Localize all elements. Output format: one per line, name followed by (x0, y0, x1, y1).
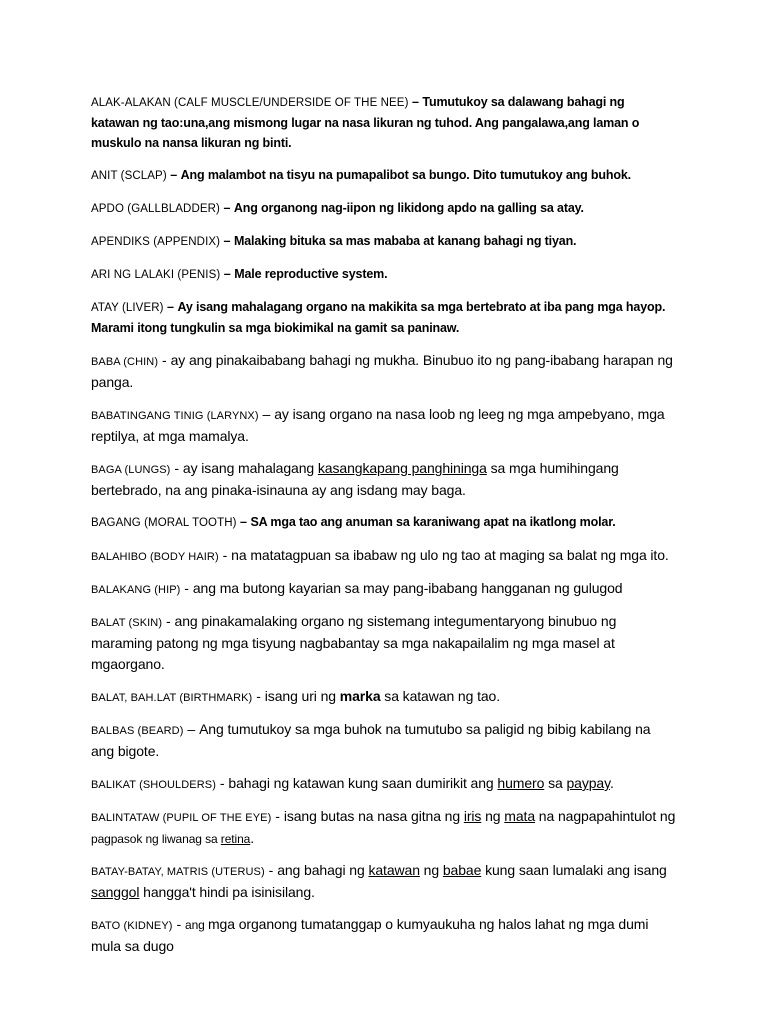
entry-definition: ay isang organo na nasa loob ng leeg ng mga ampebyano, mga reptilya, at mga mamalya. (91, 406, 665, 444)
entry-separator: - (172, 916, 186, 932)
entry-babatingang-tinig (91, 404, 676, 447)
entry-term: BALINTATAW (PUPIL OF THE EYE) (91, 812, 272, 824)
definition-link-humero[interactable]: humero (497, 775, 545, 791)
definition-link[interactable]: kasangkapang panghininga (317, 460, 487, 476)
entry-definition: Ang malambot na tisyu na pumapalibot sa bungo. Dito tumutukoy ang buhok. (180, 168, 631, 182)
entry-definition-part: bahagi ng katawan kung saan dumirikit ang (228, 775, 498, 791)
entry-definition-part: ang bahagi ng (277, 862, 369, 878)
entry-term: BAGANG (MORAL TOOTH) (91, 517, 237, 529)
definition-link-katawan[interactable]: katawan (368, 862, 420, 878)
entry-balakang (91, 578, 676, 600)
entry-definition-part: sa mga humihingang bertebrado, na ang pinaka-isinauna ay ang isdang may baga. (91, 460, 619, 498)
entry-separator: - (218, 547, 232, 563)
entry-definition-part: na nagpapahintulot ng (535, 808, 676, 824)
entry-definition: Malaking bituka sa mas mababa at kanang bahagi ng tiyan. (233, 234, 577, 248)
entry-definition: mga organong tumatanggap o kumyaukuha ng halos lahat ng mga dumi mula sa dugo (91, 916, 649, 954)
entry-separator: - (264, 862, 278, 878)
entry-definition: Ay isang mahalagang organo na makikita sa mga bertebrato at iba pang mga hayop. Marami itong tungkulin sa mga biokimikal na gamit sa paninaw. (91, 300, 666, 335)
entry-definition-part: ay isang mahalagang (182, 460, 318, 476)
entry-definition-part: kung saan lumalaki ang isang (481, 862, 667, 878)
entry-alak-alakan (91, 92, 676, 153)
entry-bato (91, 914, 676, 957)
entry-term: BALAT, BAH.LAT (BIRTHMARK) (91, 692, 253, 704)
entry-separator: - (170, 460, 183, 476)
entry-apendiks (91, 231, 676, 252)
entry-definition: ay ang pinakaibabang bahagi ng mukha. Binubuo ito ng pang-ibabang harapan ng panga. (91, 352, 673, 390)
entry-definition: ang ma butong kayarian sa may pang-ibabang hangganan ng gulugod (192, 580, 623, 596)
entry-definition-part: ng (481, 808, 505, 824)
entry-definition: SA mga tao ang anuman sa karaniwang apat na ikatlong molar. (250, 515, 616, 529)
entry-separator: - (252, 688, 265, 704)
entry-definition-part: . (250, 830, 255, 846)
definition-link-babae[interactable]: babae (442, 862, 482, 878)
entry-definition: Ang organong nag-iipon ng likidong apdo na galling sa atay. (233, 201, 584, 215)
entry-balahibo (91, 545, 676, 567)
entry-term: APENDIKS (APPENDIX) (91, 236, 221, 248)
entry-definition-part: isang butas na nasa gitna ng (283, 808, 464, 824)
entry-definition-part: sa (544, 775, 567, 791)
entry-term: ATAY (LIVER) (91, 302, 164, 314)
entry-definition-part: isang uri ng (264, 688, 340, 704)
entry-separator: - (162, 613, 175, 629)
entry-term: BABATINGANG TINIG (LARYNX) (91, 410, 259, 422)
entry-term: BATAY-BATAY, MATRIS (UTERUS) (91, 866, 265, 878)
entry-separator: - (158, 352, 171, 368)
entry-atay (91, 297, 676, 338)
definition-link-mata[interactable]: mata (504, 808, 536, 824)
entry-term: BAGA (LUNGS) (91, 464, 171, 476)
entry-definition: ang pinakamalaking organo ng sistemang integumentaryong binubuo ng maraming patong ng mga tisyung nagbabantay sa mga nakapailalim ng mga masel at mgaorgano. (91, 613, 617, 672)
entry-definition-part: sa katawan ng tao. (380, 688, 501, 704)
definition-bold-word: marka (339, 688, 381, 704)
entry-apdo (91, 198, 676, 219)
entry-term: ARI NG LALAKI (PENIS) (91, 269, 221, 281)
definition-link-paypay[interactable]: paypay (566, 775, 610, 791)
entry-separator: – (408, 95, 423, 109)
entry-separator: - (271, 808, 284, 824)
definition-link-iris[interactable]: iris (463, 808, 482, 824)
entry-definition: Male reproductive system. (234, 267, 388, 281)
entry-term: BABA (CHIN) (91, 356, 159, 368)
entry-term: APDO (GALLBLADDER) (91, 203, 220, 215)
entry-term: ALAK-ALAKAN (CALF MUSCLE/UNDERSIDE OF THE NEE) (91, 97, 409, 109)
entry-definition-part: hangga't hindi pa isinisilang. (139, 884, 315, 900)
definition-link-sanggol[interactable]: sanggol (91, 884, 140, 900)
entry-batay-batay (91, 860, 676, 903)
entry-separator: – (220, 234, 234, 248)
entry-balintataw (91, 806, 676, 849)
entry-definition-part: . (609, 775, 614, 791)
entry-baga (91, 458, 676, 501)
entry-definition-part: ng (419, 862, 443, 878)
entry-baba (91, 350, 676, 393)
entry-separator: – (258, 406, 275, 422)
entry-anit (91, 165, 676, 186)
entry-term: BALAT (SKIN) (91, 617, 163, 629)
entry-separator: – (236, 515, 251, 529)
entry-separator: - (180, 580, 193, 596)
entry-balat-birthmark (91, 686, 676, 708)
entry-definition-part: ang (185, 918, 208, 932)
entry-balikat (91, 773, 676, 795)
entry-separator: – (163, 300, 178, 314)
entry-definition: Ang tumutukoy sa mga buhok na tumutubo sa paligid ng bibig kabilang na ang bigote. (91, 721, 651, 759)
entry-balat-skin (91, 611, 676, 675)
entry-balbas (91, 719, 676, 762)
entry-ari-ng-lalaki (91, 264, 676, 285)
entry-bagang (91, 512, 676, 533)
entry-separator: – (220, 267, 235, 281)
entry-term: BALBAS (BEARD) (91, 725, 184, 737)
entry-separator: – (219, 201, 234, 215)
entry-term: BALIKAT (SHOULDERS) (91, 779, 216, 791)
entry-separator: – (166, 168, 181, 182)
entry-separator: - (215, 775, 229, 791)
entry-definition: na matatagpuan sa ibabaw ng ulo ng tao at maging sa balat ng mga ito. (231, 547, 669, 563)
entry-term: ANIT (SCLAP) (91, 170, 167, 182)
entry-term: BALAHIBO (BODY HAIR) (91, 551, 219, 563)
entry-term: BATO (KIDNEY) (91, 920, 173, 932)
entry-definition: Tumutukoy sa dalawang bahagi ng katawan ng tao:una,ang mismong lugar na nasa likuran ng tuhod. Ang pangalawa,ang laman o muskulo na nansa likuran ng binti. (91, 95, 640, 150)
entry-separator: – (183, 721, 200, 737)
entry-term: BALAKANG (HIP) (91, 584, 181, 596)
definition-link-retina[interactable]: retina (220, 832, 251, 846)
entry-definition-part: pagpasok ng liwanag sa (91, 832, 221, 846)
